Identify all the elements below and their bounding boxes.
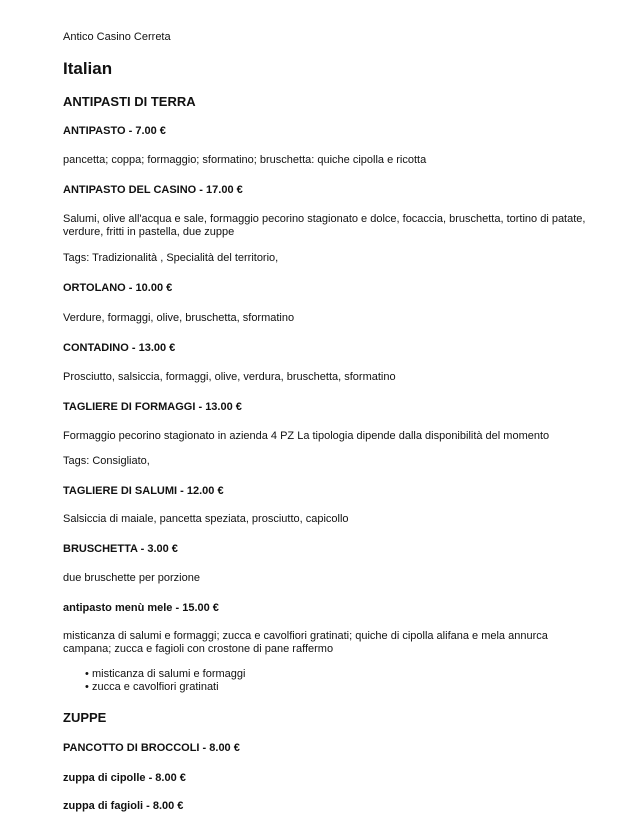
restaurant-name: Antico Casino Cerreta	[63, 31, 171, 43]
menu-page	[63, 0, 603, 812]
dish-description: due bruschette per porzione	[63, 572, 200, 584]
section-title: ANTIPASTI DI TERRA	[63, 94, 196, 109]
dish-price: 8.00 €	[152, 800, 184, 812]
dish-heading: TAGLIERE DI SALUMI - 12.00 €	[63, 485, 224, 497]
dish-description: pancetta; coppa; formaggio; sformatino; bruschetta: quiche cipolla e ricotta	[63, 154, 427, 166]
dish-price: 17.00 €	[206, 184, 243, 196]
dish-description: misticanza di salumi e formaggi; zucca e cavolfiori gratinati; quiche di cipolla alifana e mela annurca campana; zucca e fagioli con crostone di pane raffermo	[63, 630, 548, 655]
dish-heading: TAGLIERE DI FORMAGGI - 13.00 €	[63, 401, 242, 413]
dish-heading: ORTOLANO - 10.00 €	[63, 282, 173, 294]
dish-description: Prosciutto, salsiccia, formaggi, olive, verdura, bruschetta, sformatino	[63, 371, 396, 383]
dish-price: 8.00 €	[209, 742, 240, 754]
dish-name: TAGLIERE DI FORMAGGI	[63, 401, 196, 413]
dish-tags: Tags: Tradizionalità , Specialità del territorio,	[63, 252, 279, 264]
dish-price: 15.00 €	[182, 602, 219, 614]
dish-name: BRUSCHETTA	[63, 543, 138, 555]
dish-heading: zuppa di fagioli - 8.00 €	[63, 800, 184, 812]
dish-description: Formaggio pecorino stagionato in azienda 4 PZ La tipologia dipende dalla disponibilità del momento	[63, 430, 550, 442]
dish-heading: PANCOTTO DI BROCCOLI - 8.00 €	[63, 742, 240, 754]
cuisine-title: Italian	[63, 59, 113, 78]
dish-heading: zuppa di cipolle - 8.00 €	[63, 772, 186, 784]
dish-tags: Tags: Consigliato,	[63, 455, 150, 467]
dish-name: TAGLIERE DI SALUMI	[63, 485, 178, 497]
dish-description: Salsiccia di maiale, pancetta speziata, prosciutto, capicollo	[63, 513, 349, 525]
dish-name: CONTADINO	[63, 342, 129, 354]
dish-heading: ANTIPASTO DEL CASINO - 17.00 €	[63, 184, 243, 196]
dish-description: Verdure, formaggi, olive, bruschetta, sformatino	[63, 312, 295, 324]
dish-price: 13.00 €	[138, 342, 176, 354]
bullet-item: • misticanza di salumi e formaggi	[85, 668, 245, 681]
dish-name: ORTOLANO	[63, 282, 126, 294]
dish-price: 3.00 €	[147, 543, 178, 555]
dish-price: 13.00 €	[205, 401, 242, 413]
dish-heading: CONTADINO - 13.00 €	[63, 342, 176, 354]
dish-heading: antipasto menù mele - 15.00 €	[63, 602, 219, 614]
dish-price: 8.00 €	[155, 772, 186, 784]
dish-bullet-list	[85, 668, 245, 694]
dish-price: 12.00 €	[186, 485, 224, 497]
section-title: ZUPPE	[63, 710, 107, 725]
dish-name: antipasto menù mele	[63, 602, 173, 614]
dish-price: 10.00 €	[135, 282, 173, 294]
dish-heading: BRUSCHETTA - 3.00 €	[63, 543, 178, 555]
dish-description: Salumi, olive all'acqua e sale, formaggio pecorino stagionato e dolce, focaccia, bruschetta, tortino di patate, verdure, fritti in pastella, due zuppe	[63, 213, 586, 238]
dish-name: PANCOTTO DI BROCCOLI	[63, 742, 200, 754]
dish-name: zuppa di fagioli	[63, 800, 144, 812]
bullet-item: • zucca e cavolfiori gratinati	[85, 681, 245, 694]
dish-heading: ANTIPASTO - 7.00 €	[63, 125, 166, 137]
dish-name: zuppa di cipolle	[63, 772, 146, 784]
dish-name: ANTIPASTO DEL CASINO	[63, 184, 197, 196]
dish-price: 7.00 €	[135, 125, 166, 137]
dish-name: ANTIPASTO	[63, 125, 126, 137]
